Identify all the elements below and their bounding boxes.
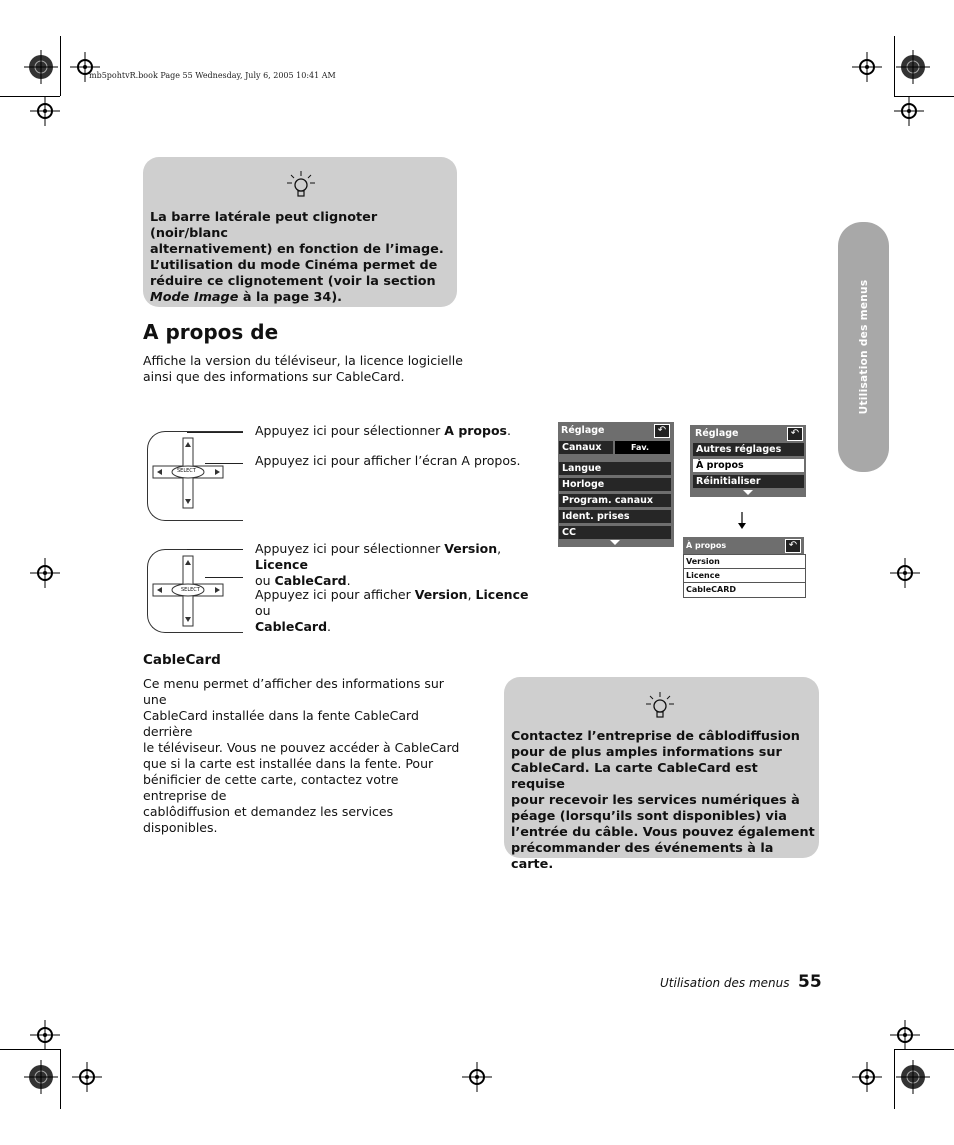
registration-mark-icon	[852, 1062, 882, 1092]
instruction-text: .	[507, 423, 511, 438]
tip-line: réduire ce clignotement (voir la section	[150, 274, 436, 289]
registration-mark-icon	[24, 50, 58, 84]
menu-item-langue[interactable]: Langue	[559, 462, 671, 475]
cablecard-line: le téléviseur. Vous ne pouvez accéder à CableCard	[143, 740, 460, 755]
menu-item-reinitialiser[interactable]: Réinitialiser	[693, 475, 804, 488]
select-button-label[interactable]: SELECT	[181, 587, 200, 593]
leader-line	[205, 463, 243, 464]
instruction-bold: CableCard	[274, 573, 347, 588]
intro-text-line: ainsi que des informations sur CableCard.	[143, 369, 405, 384]
registration-mark-icon	[30, 96, 60, 126]
crop-mark	[894, 36, 895, 96]
instruction-text: ,	[467, 587, 476, 602]
instruction-bold: CableCard	[255, 619, 328, 634]
cablecard-line: que si la carte est installée dans la fente. Pour	[143, 756, 434, 771]
side-tab-label: Utilisation des menus	[857, 279, 870, 415]
leader-line	[187, 549, 243, 550]
tip-box	[504, 677, 819, 872]
instruction-line	[255, 423, 511, 439]
scroll-down-icon[interactable]	[743, 490, 753, 495]
select-button-label[interactable]: SELECT	[177, 468, 196, 474]
page-number: 55	[798, 972, 822, 992]
menu-title: À propos	[686, 541, 727, 550]
file-info-header: mb5pohtvR.book Page 55 Wednesday, July 6, 2005 10:41 AM	[89, 71, 336, 80]
tip-line: péage (lorsqu’ils sont disponibles) via	[511, 809, 787, 824]
instruction-bold: Version	[444, 541, 498, 556]
intro-text-line: Affiche la version du téléviseur, la licence logicielle	[143, 353, 463, 368]
menu-item-autres-reglages[interactable]: Autres réglages	[693, 443, 804, 456]
instruction-text: ou	[255, 603, 271, 618]
cablecard-line: CableCard installée dans la fente CableCard derrière	[143, 708, 419, 739]
registration-mark-icon	[24, 1060, 58, 1094]
cablecard-line: cablôdiffusion et demandez les services disponibles.	[143, 804, 394, 835]
menu-reglage-autres	[690, 425, 806, 497]
menu-item-canaux[interactable]: Canaux	[559, 441, 613, 454]
instruction-bold: Licence	[475, 587, 529, 602]
crop-mark	[60, 36, 61, 96]
menu-item-program-canaux[interactable]: Program. canaux	[559, 494, 671, 507]
menu-item-horloge[interactable]: Horloge	[559, 478, 671, 491]
tip-line: La barre latérale peut clignoter (noir/blanc	[150, 210, 378, 241]
instruction-text: .	[327, 619, 332, 634]
menu-item-cablecard[interactable]: CableCARD	[683, 582, 806, 598]
dpad-icon	[147, 428, 243, 523]
tip-line: pour recevoir les services numériques à	[511, 793, 800, 808]
menu-reglage-main	[558, 422, 674, 547]
cablecard-line: bénificier de cette carte, contactez votre entreprise de	[143, 772, 399, 803]
menu-a-propos	[683, 537, 804, 598]
instruction-line	[255, 541, 545, 589]
instruction-bold: Licence	[255, 557, 308, 572]
back-icon[interactable]: ↶	[787, 427, 803, 441]
fav-badge[interactable]: Fav.	[615, 441, 670, 454]
footer-section-name: Utilisation des menus	[660, 976, 790, 990]
remote-diagram	[147, 546, 243, 641]
section-side-tab	[838, 222, 889, 472]
tip-line	[150, 290, 455, 306]
cablecard-line: Ce menu permet d’afficher des informations sur une	[143, 676, 444, 707]
instruction-text: Appuyez ici pour afficher	[255, 587, 415, 602]
registration-mark-icon	[894, 96, 924, 126]
tip-box	[143, 157, 457, 307]
back-icon[interactable]: ↶	[785, 539, 801, 553]
instruction-line: Appuyez ici pour afficher l’écran A propos.	[255, 453, 521, 468]
menu-item-ident-prises[interactable]: Ident. prises	[559, 510, 671, 523]
menu-item-licence[interactable]: Licence	[683, 568, 806, 584]
page-title: A propos de	[143, 320, 279, 344]
tip-line-rest: à la page 34).	[238, 290, 343, 305]
tip-line: L’utilisation du mode Cinéma permet de	[150, 258, 438, 273]
tip-line: précommander des événements à la carte.	[511, 841, 774, 872]
menu-title: Réglage	[695, 428, 739, 439]
lightbulb-icon	[644, 689, 676, 721]
instruction-text: Appuyez ici pour sélectionner	[255, 541, 445, 556]
registration-mark-icon	[896, 50, 930, 84]
crop-mark	[60, 1049, 61, 1109]
menu-item-a-propos[interactable]: À propos	[693, 459, 804, 472]
registration-mark-icon	[30, 1020, 60, 1050]
cablecard-text	[143, 676, 463, 836]
cablecard-heading: CableCard	[143, 652, 221, 668]
tip-line: pour de plus amples informations sur	[511, 745, 782, 760]
instruction-text: ,	[497, 541, 502, 556]
menu-title: Réglage	[561, 425, 605, 436]
instruction-bold: Version	[414, 587, 468, 602]
scroll-down-icon[interactable]	[610, 540, 620, 545]
registration-mark-icon	[896, 1060, 930, 1094]
crop-mark	[894, 1049, 895, 1109]
instruction-text: ou	[255, 573, 275, 588]
menu-item-version[interactable]: Version	[683, 554, 806, 570]
registration-mark-icon	[30, 558, 60, 588]
tip-line: l’entrée du câble. Vous pouvez également	[511, 825, 815, 840]
instruction-text: Appuyez ici pour sélectionner	[255, 423, 445, 438]
instruction-line	[255, 587, 545, 635]
down-arrow-icon	[736, 512, 748, 530]
tip-line: alternativement) en fonction de l’image.	[150, 242, 444, 257]
menu-item-cc[interactable]: CC	[559, 526, 671, 539]
leader-line	[205, 577, 243, 578]
registration-mark-icon	[890, 1020, 920, 1050]
registration-mark-icon	[890, 558, 920, 588]
tip-line: CableCard. La carte CableCard est requise	[511, 761, 758, 792]
tip-line: Contactez l’entreprise de câblodiffusion	[511, 729, 800, 744]
back-icon[interactable]: ↶	[654, 424, 670, 438]
remote-diagram	[147, 428, 243, 523]
dpad-icon	[147, 546, 243, 641]
lightbulb-icon	[285, 169, 317, 199]
tip-link-mode-image: Mode Image	[150, 290, 239, 305]
registration-mark-icon	[72, 1062, 102, 1092]
leader-line	[187, 432, 243, 433]
registration-mark-icon	[852, 52, 882, 82]
registration-mark-icon	[462, 1062, 492, 1092]
instruction-bold: A propos	[444, 423, 507, 438]
instruction-text: .	[346, 573, 351, 588]
